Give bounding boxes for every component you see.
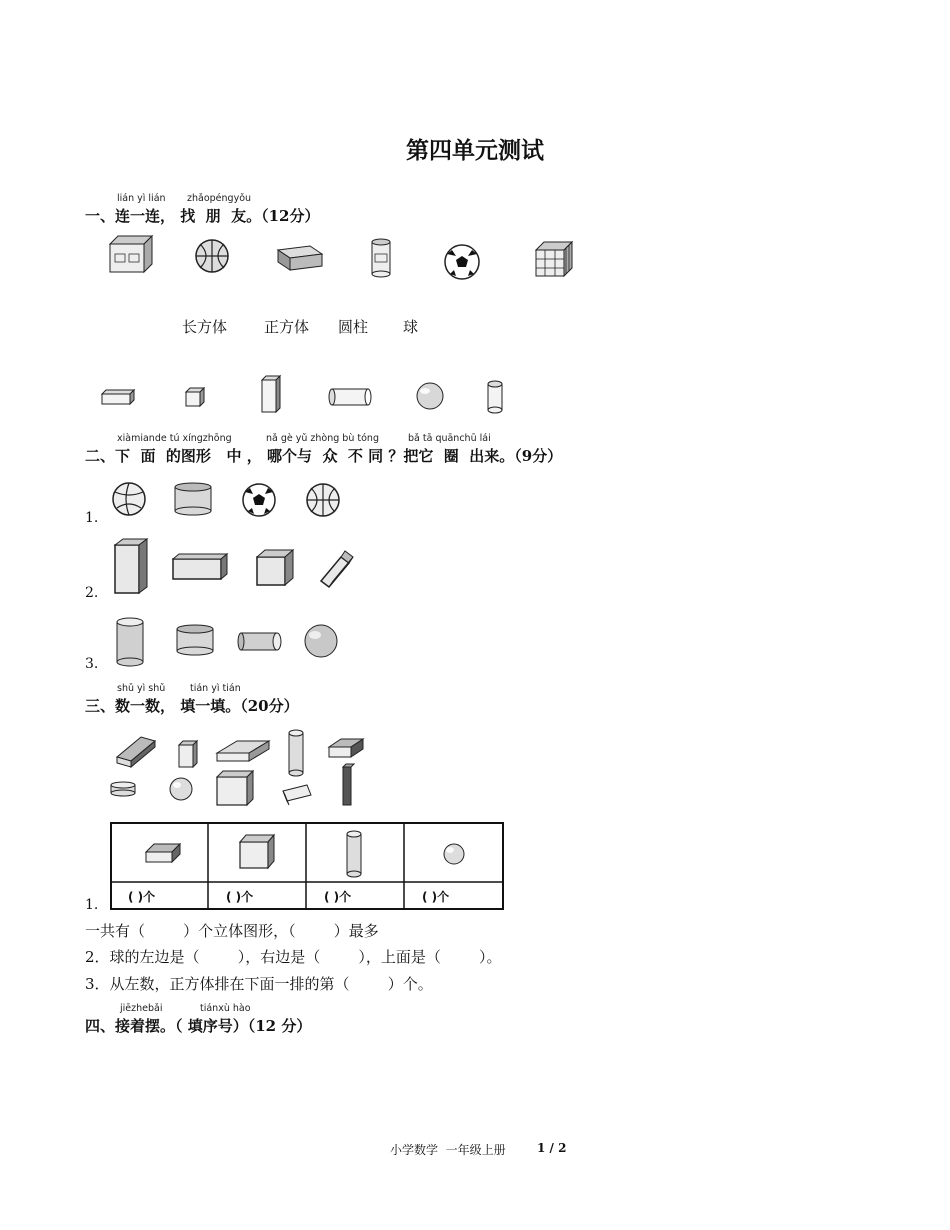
pinyin-shu-yi-shu: shǔ yì shǔ <box>117 683 166 694</box>
tall-cuboid-icon <box>343 764 354 805</box>
tall-cuboid-icon <box>115 539 147 593</box>
section2-row2-image <box>105 535 365 597</box>
table-cylinder-icon <box>347 831 361 877</box>
cuboid-icon <box>117 737 155 767</box>
label-cuboid: 长方体 <box>182 318 228 336</box>
section2-heading: 二、下 面 的图形 中 ， 哪个与 众 不 同 ？把它 圈 出来。（9分） <box>85 447 563 465</box>
label-cube: 正方体 <box>264 318 310 336</box>
sphere-icon <box>305 625 337 657</box>
section2-row3-image <box>105 612 355 668</box>
pinyin-jie-zhe-bai: jiēzhebǎi <box>120 1003 163 1014</box>
soccer-ball-icon <box>243 484 275 516</box>
label-cylinder: 圆柱 <box>338 318 369 336</box>
tilted-cuboid-icon <box>283 785 311 805</box>
cuboid-shape-icon <box>102 390 134 404</box>
row-number-2: 2. <box>85 585 99 601</box>
basketball-icon <box>196 240 228 272</box>
section4-heading: 四、接着摆。（ 填序号）（12 分） <box>85 1017 312 1035</box>
long-cuboid-icon <box>173 554 227 579</box>
basketball-icon <box>307 484 339 516</box>
tall-cuboid-shape-icon <box>262 376 280 412</box>
page-number: 1 / 2 <box>537 1141 567 1155</box>
tissue-box-icon <box>110 236 152 272</box>
section1-objects-image <box>100 232 600 292</box>
section1-shapes-image <box>90 370 530 425</box>
tall-cylinder-icon <box>117 618 143 666</box>
lying-cylinder-icon <box>238 633 281 650</box>
row-number-1: 1. <box>85 510 99 526</box>
rubik-cube-icon <box>536 242 572 276</box>
pinyin-tian-yi-tian: tián yì tián <box>190 683 241 694</box>
section3-shapes-pile-image <box>105 727 375 812</box>
short-cylinder-icon <box>177 625 213 655</box>
cube-icon <box>257 550 293 585</box>
row-number-3: 3. <box>85 656 99 672</box>
pinyin-lian-yi-lian: lián yì lián <box>117 193 166 204</box>
flat-cylinder-icon <box>111 782 135 796</box>
pinyin-tian-xu-hao: tiánxù hào <box>200 1003 251 1014</box>
small-cuboid-icon <box>179 741 197 767</box>
soccer-ball-icon <box>445 245 479 279</box>
short-cylinder-icon <box>175 483 211 515</box>
volleyball-icon <box>113 483 145 515</box>
tilted-cuboid-icon <box>321 551 353 587</box>
table-number-1: 1. <box>85 897 99 913</box>
tall-cylinder-icon <box>289 730 303 776</box>
footer-text: 小学数学 一年级上册 <box>390 1143 506 1157</box>
cube-shape-icon <box>186 388 204 406</box>
flat-box-icon <box>278 246 322 270</box>
label-sphere: 球 <box>403 318 419 336</box>
count-blank-cube[interactable]: ( )个 <box>226 890 254 904</box>
page-title: 第四单元测试 <box>406 137 544 164</box>
lying-cylinder-shape-icon <box>329 389 371 405</box>
table-cube-icon <box>240 835 274 868</box>
sphere-shape-icon <box>417 383 443 409</box>
question-3: 3．从左数，正方体排在下面一排的第（ ）个。 <box>85 975 433 993</box>
table-cuboid-icon <box>146 844 180 862</box>
pinyin-na-ge: nǎ gè yǔ zhòng bù tóng <box>266 433 379 444</box>
pinyin-ba-ta: bǎ tā quānchū lái <box>408 433 491 444</box>
flat-cuboid-icon <box>217 741 269 761</box>
table-sphere-icon <box>444 844 464 864</box>
cube-icon <box>217 771 253 805</box>
question-2: 2．球的左边是（ ），右边是（ ），上面是（ ）。 <box>85 948 502 966</box>
count-blank-sphere[interactable]: ( )个 <box>422 890 450 904</box>
small-cuboid-icon <box>329 739 363 757</box>
count-blank-cuboid[interactable]: ( )个 <box>128 890 156 904</box>
section3-heading: 三、数一数， 填一填。（20分） <box>85 697 299 715</box>
sphere-icon <box>170 778 192 800</box>
upright-cylinder-shape-icon <box>488 381 502 413</box>
can-icon <box>372 239 390 277</box>
section1-heading: 一、连一连， 找 朋 友。（12分） <box>85 207 320 225</box>
pinyin-zhao-peng-you: zhǎopéngyǒu <box>187 193 252 204</box>
pinyin-xia-mian: xiàmiande tú xíngzhōng <box>117 433 232 444</box>
section2-row1-image <box>105 478 355 523</box>
question-total: 一共有（ ）个立体图形，（ ）最多 <box>85 922 379 940</box>
count-blank-cylinder[interactable]: ( )个 <box>324 890 352 904</box>
